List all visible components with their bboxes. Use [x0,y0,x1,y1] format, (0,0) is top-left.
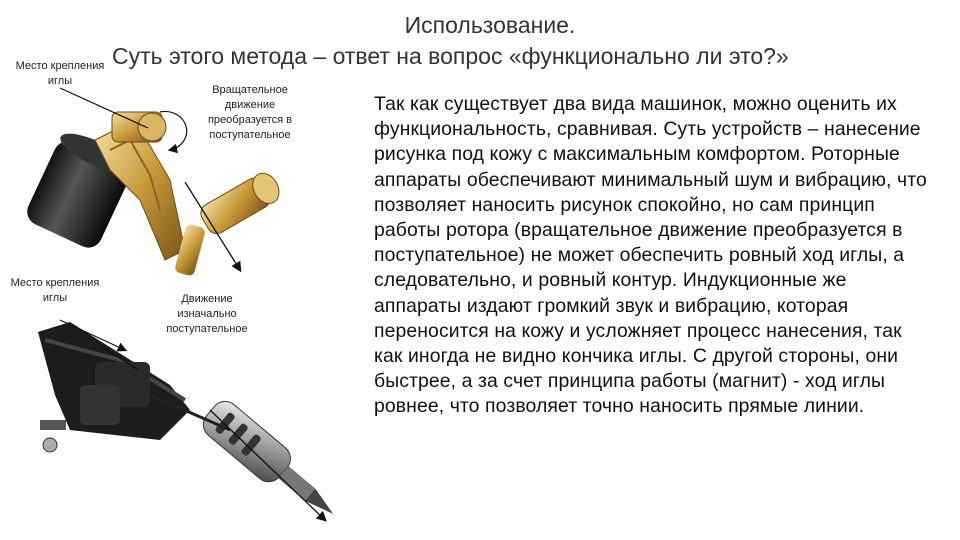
slide-title-line1: Использование. [404,12,576,38]
slide-title-line2: Суть этого метода – ответ на вопрос «функционально ли это?» [112,43,789,69]
label-rotary-motion: Вращательное движение преобразуется в поступательное [207,84,293,141]
label-needle-mount-bottom: Место крепления иглы [10,277,100,304]
label-needle-mount-top: Место крепления иглы [15,60,105,87]
pointer-line-top [60,88,148,128]
label-linear-motion: Движение изначально поступательное [166,293,248,335]
rotary-machine-image [23,112,285,277]
coil-machine-image [38,322,346,529]
motion-arrow-bottom [210,410,325,520]
body-text: Так как существует два вида машинок, можно оценить их функциональность, сравнивая. Суть устройств – нанесение рисунка под кожу с максимальным комфортом. Роторные аппараты обеспечивают минимальный шум и вибрацию, что позволяет наносить рисунок спокойно, но сам принцип работы ротора (вращательное движение преобразуется в поступательное) не может обеспечить ровный ход иглы, а следовательно, и ровный контур. Индукционные же аппараты издают громкий звук и вибрацию, которая переносится на кожу и усложняет процесс нанесения, так как иногда не видно кончика иглы. С другой стороны, они быстрее, а за счет принципа работы (магнит) - ход иглы ровнее, что позволяет точно наносить прямые линии. [374,93,927,418]
